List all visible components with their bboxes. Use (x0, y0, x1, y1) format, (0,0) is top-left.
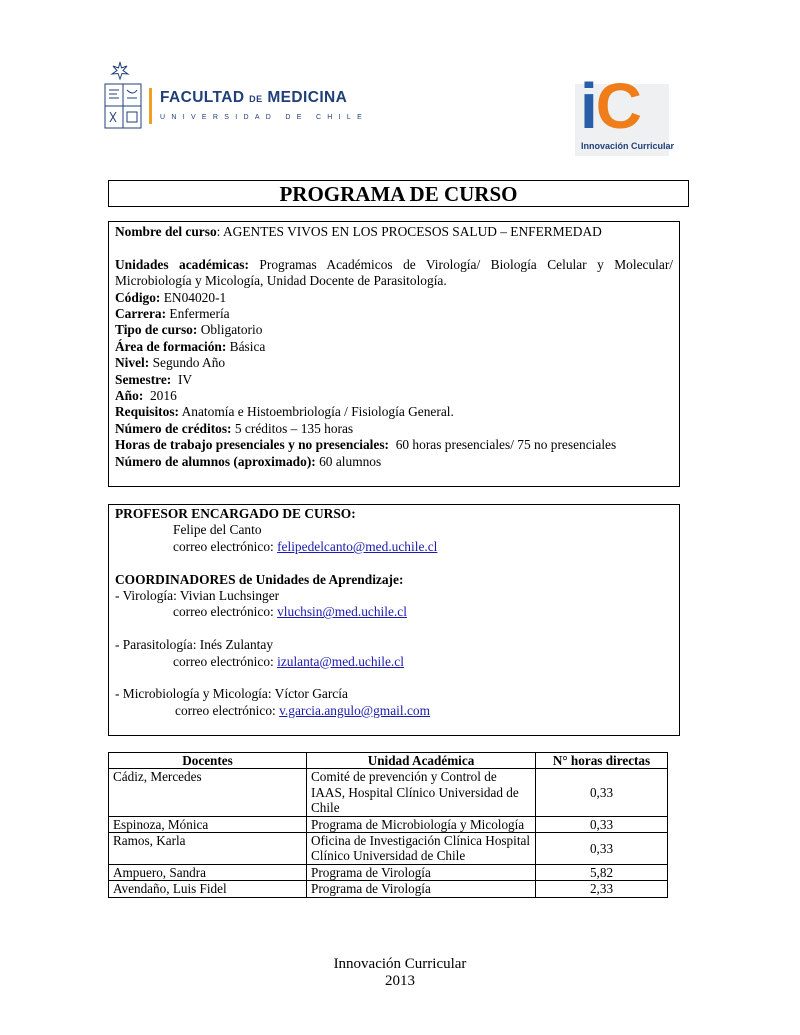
horas-cell: 0,33 (536, 769, 668, 816)
coordinator-unit: - Virología: Vivian Luchsinger (115, 588, 280, 604)
table-row (109, 881, 668, 897)
page-title-box (108, 180, 689, 207)
docente-cell: Espinoza, Mónica (109, 816, 307, 832)
horas-cell: 0,33 (536, 816, 668, 832)
level-value: Segundo Año (149, 355, 226, 371)
page-title: PROGRAMA DE CURSO (279, 182, 518, 206)
unidad-cell: Programa de Virología (307, 881, 536, 897)
area-value: Básica (226, 338, 266, 354)
coordinator-unit: - Microbiología y Micología: Víctor García (115, 686, 348, 702)
unidad-cell: Programa de Microbiología y Micología (307, 816, 536, 832)
professor-name: Felipe del Canto (173, 522, 262, 538)
students-value: 60 alumnos (315, 453, 382, 469)
email-label: correo electrónico: (173, 604, 278, 620)
code-label: Código: (115, 289, 161, 305)
docente-cell: Ramos, Karla (109, 833, 307, 865)
university-crest-icon (100, 58, 148, 136)
university-name: UNIVERSIDAD DE CHILE (160, 114, 369, 121)
students-label: Número de alumnos (aproximado): (115, 453, 316, 469)
area-label: Área de formación: (115, 338, 227, 354)
footer-year: 2013 (385, 973, 415, 989)
table-row (109, 816, 668, 832)
course-name-label: Nombre del curso (115, 224, 217, 239)
professor-email-link[interactable]: felipedelcanto@med.uchile.cl (277, 538, 438, 554)
coordinator-email-link[interactable]: izulanta@med.uchile.cl (277, 653, 404, 669)
level-label: Nivel: (115, 355, 150, 371)
docente-cell: Avendaño, Luis Fidel (109, 881, 307, 897)
email-label: correo electrónico: (175, 702, 280, 718)
code-value: EN04020-1 (160, 289, 227, 305)
credits-value: 5 créditos – 135 horas (231, 420, 354, 436)
course-info-box (108, 221, 680, 487)
coordinator-email-link[interactable]: vluchsin@med.uchile.cl (277, 604, 407, 620)
hours-label: Horas de trabajo presenciales y no presenciales: (115, 437, 389, 453)
requirements-label: Requisitos: (115, 404, 179, 420)
horas-cell: 0,33 (536, 833, 668, 865)
credits-label: Número de créditos: (115, 420, 232, 436)
unidad-cell: Comité de prevención y Control de IAAS, Hospital Clínico Universidad de Chile (307, 769, 536, 816)
docente-cell: Ampuero, Sandra (109, 864, 307, 880)
logo-divider-bar (149, 88, 152, 124)
docente-cell: Cádiz, Mercedes (109, 769, 307, 816)
horas-cell: 5,82 (536, 864, 668, 880)
coordinator-unit: - Parasitología: Inés Zulantay (115, 637, 274, 653)
faculty-name: FACULTAD DE MEDICINA (160, 89, 348, 106)
footer-line1: Innovación Curricular (333, 956, 467, 972)
coordinator-email-link[interactable]: v.garcia.angulo@gmail.com (279, 702, 430, 718)
unidad-cell: Oficina de Investigación Clínica Hospital Clínico Universidad de Chile (307, 833, 536, 865)
ic-logo-letters: iC (580, 70, 640, 142)
table-row (109, 833, 668, 865)
requirements-value: Anatomía e Histoembriología / Fisiología General. (179, 404, 454, 420)
year-value: 2016 (143, 388, 177, 404)
table-row (109, 769, 668, 816)
unidad-cell: Programa de Virología (307, 864, 536, 880)
semester-label: Semestre: (115, 371, 172, 387)
professors-box (108, 504, 680, 736)
column-header: Unidad Académica (307, 753, 536, 769)
column-header: Docentes (109, 753, 307, 769)
hours-value: 60 horas presenciales/ 75 no presenciales (389, 437, 617, 453)
email-label: correo electrónico: (173, 653, 278, 669)
academic-units-label: Unidades académicas: (115, 256, 249, 272)
course-type-value: Obligatorio (197, 322, 263, 338)
coordinators-heading: COORDINADORES de Unidades de Aprendizaje: (115, 571, 404, 587)
ic-logo-caption: Innovación Curricular (581, 141, 675, 151)
column-header: N° horas directas (536, 753, 668, 769)
professor-heading: PROFESOR ENCARGADO DE CURSO: (115, 506, 356, 521)
year-label: Año: (115, 388, 144, 404)
career-label: Carrera: (115, 306, 167, 322)
horas-cell: 2,33 (536, 881, 668, 897)
course-type-label: Tipo de curso: (115, 322, 198, 338)
table-row (109, 864, 668, 880)
academic-units-value: Programas Académicos de Virología/ Biología Celular y Molecular/ Microbiología y Micología, Unidad Docente de Parasitología. (115, 256, 674, 289)
email-label: correo electrónico: (173, 538, 278, 554)
course-name-value: : AGENTES VIVOS EN LOS PROCESOS SALUD – ENFERMEDAD (216, 224, 602, 239)
table-header-row (109, 753, 668, 769)
docentes-table (108, 752, 668, 898)
semester-value: IV (171, 371, 193, 387)
career-value: Enfermería (166, 306, 230, 322)
